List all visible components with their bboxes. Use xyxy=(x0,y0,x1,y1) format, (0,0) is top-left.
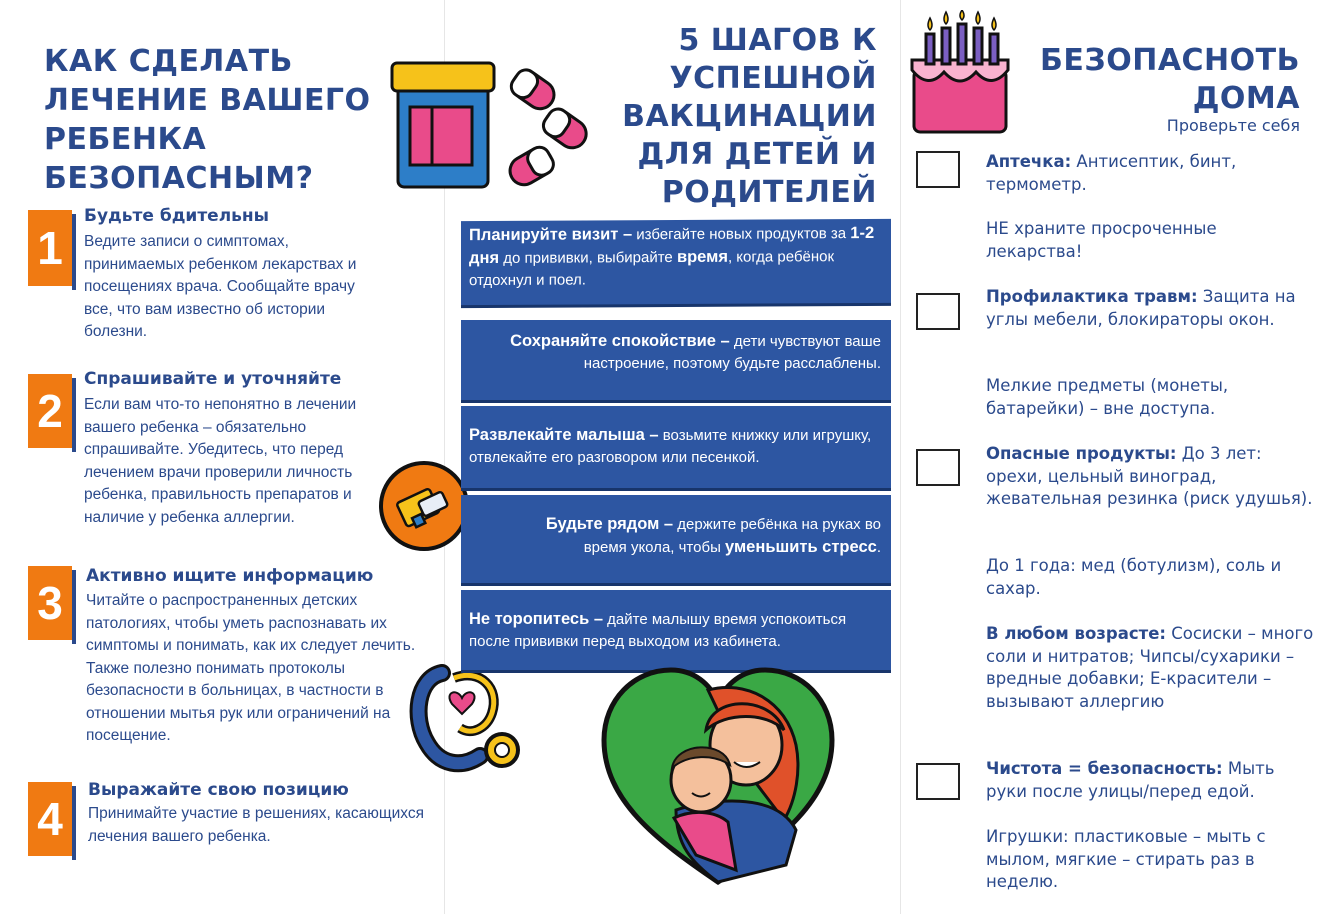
band-2-bold: Сохраняйте спокойствие – xyxy=(510,332,730,350)
band-4-bold: Будьте рядом – xyxy=(545,515,674,533)
first-aid-label: Аптечка: xyxy=(986,152,1072,171)
dangerous-foods-label: Опасные продукты: xyxy=(986,444,1177,463)
hygiene-text: Мыть руки после улицы/перед едой. xyxy=(986,759,1275,801)
dangerous-foods-under-one: До 1 года: мед (ботулизм), соль и сахар. xyxy=(986,556,1282,598)
vaccination-step-2 xyxy=(461,320,891,400)
step-4-number: 4 xyxy=(28,782,72,856)
injury-prevention-label: Профилактика травм: xyxy=(986,287,1198,306)
vaccination-step-4 xyxy=(461,495,891,583)
band-1-bold3: время xyxy=(676,247,728,266)
step-4-text: Принимайте участие в решениях, касающихся лечения вашего ребенка. xyxy=(88,805,424,845)
vaccination-step-3 xyxy=(461,406,891,488)
band-4-bold2: уменьшить стресс xyxy=(725,538,877,556)
checkbox-injury-prevention[interactable] xyxy=(916,293,960,330)
step-2-text: Если вам что-то непонятно в лечении вашего ребенка – обязательно спрашивайте. Убедитесь, что перед лечением врачи проверили личность ребенка, правильность препаратов и наличие у ребенка аллергии. xyxy=(84,396,357,526)
hygiene-extra: Игрушки: пластиковые – мыть с мылом, мягкие – стирать раз в неделю. xyxy=(986,827,1266,891)
step-1-title: Будьте бдительны xyxy=(84,206,270,226)
band-4-text: держите ребёнка на руках во время укола, чтобы xyxy=(583,516,881,556)
first-aid-text: Антисептик, бинт, термометр. xyxy=(986,152,1237,194)
band-3-text: возьмите книжку или игрушку, отвлекайте его разговором или песенкой. xyxy=(469,427,872,466)
hygiene-label: Чистота = безопасность: xyxy=(986,759,1223,778)
hygiene-item xyxy=(986,758,1316,803)
mother-child-heart-icon xyxy=(596,650,841,895)
step-3-number: 3 xyxy=(28,566,72,640)
medicine-kit-badge-icon xyxy=(378,460,470,552)
right-subtitle: Проверьте себя xyxy=(1166,116,1300,135)
dangerous-foods-text: До 3 лет: орехи, цельный виноград, жевательная резинка (риск удушья). xyxy=(986,444,1313,508)
checkbox-dangerous-foods[interactable] xyxy=(916,449,960,486)
first-aid-extra: НЕ храните просроченные лекарства! xyxy=(986,219,1217,261)
vaccination-step-1 xyxy=(461,219,891,305)
stethoscope-icon xyxy=(402,658,532,798)
step-4-title: Выражайте свою позицию xyxy=(88,780,349,800)
right-title: БЕЗОПАСНОТЬ ДОМА xyxy=(1040,43,1300,116)
band-1-text2: до прививки, выбирайте xyxy=(499,248,677,267)
step-3-title: Активно ищите информацию xyxy=(86,566,374,586)
band-1-bold2: 1-2 дня xyxy=(469,223,875,268)
checkbox-first-aid[interactable] xyxy=(916,151,960,188)
step-3-text: Читайте о распространенных детских патологиях, чтобы уметь распознавать их симптомы и понимать, как их следует лечить. Также полезно понимать протоколы безопасности в больницах, в частности в отношении мытья рук или ограничений на посещение. xyxy=(86,592,416,744)
band-5-bold: Не торопитесь – xyxy=(469,610,604,628)
step-1-number: 1 xyxy=(28,210,72,286)
band-1-bold: Планируйте визит – xyxy=(469,225,633,245)
band-5-text: дайте малышу время успокоиться после прививки перед выходом из кабинета. xyxy=(469,611,847,650)
step-1-text: Ведите записи о симптомах, принимаемых ребенком лекарствах и посещениях врача. Сообщайте врачу все, что вам известно об истории болезни. xyxy=(84,233,357,340)
middle-title: 5 ШАГОВ К УСПЕШНОЙ ВАКЦИНАЦИИ ДЛЯ ДЕТЕЙ И РОДИТЕЛЕЙ xyxy=(622,23,877,210)
medicine-bottle-icon xyxy=(380,35,590,205)
band-1-text: избегайте новых продуктов за xyxy=(632,225,851,244)
dangerous-foods-item xyxy=(986,443,1316,511)
step-2-number: 2 xyxy=(28,374,72,448)
first-aid-item xyxy=(986,151,1316,196)
injury-prevention-text: Защита на углы мебели, блокираторы окон. xyxy=(986,287,1296,329)
band-3-bold: Развлекайте малыша – xyxy=(469,426,659,444)
left-title: КАК СДЕЛАТЬ ЛЕЧЕНИЕ ВАШЕГО РЕБЕНКА БЕЗОПАСНЫМ? xyxy=(44,44,371,196)
any-age-label: В любом возрасте: xyxy=(986,624,1166,643)
injury-prevention-item xyxy=(986,286,1316,331)
dangerous-foods-any-age xyxy=(986,623,1316,713)
band-4-text2: . xyxy=(876,539,881,556)
band-1-text3: , когда ребёнок отдохнул и поел. xyxy=(469,248,835,290)
step-2-title: Спрашивайте и уточняйте xyxy=(84,369,342,389)
checkbox-hygiene[interactable] xyxy=(916,763,960,800)
injury-prevention-extra: Мелкие предметы (монеты, батарейки) – вне доступа. xyxy=(986,376,1229,418)
band-2-text: дети чувствуют ваше настроение, поэтому будьте расслаблены. xyxy=(583,333,881,372)
any-age-text: Сосиски – много соли и нитратов; Чипсы/сухарики – вредные добавки; Е-красители – вызывают аллергию xyxy=(986,624,1314,711)
